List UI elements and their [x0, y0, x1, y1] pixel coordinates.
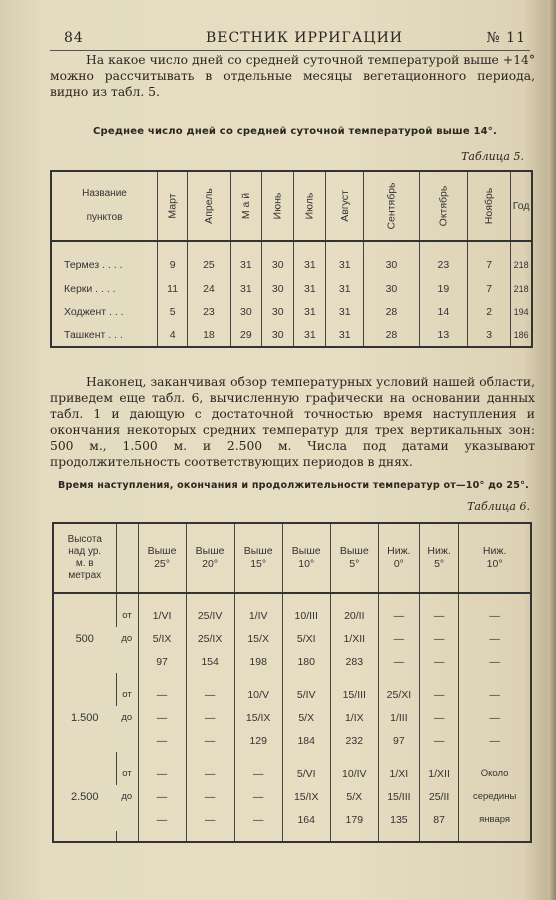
- station-name: Керки . . . .: [64, 282, 116, 295]
- row-label: до: [121, 712, 133, 723]
- table-cell: —: [459, 683, 531, 706]
- table-cell: 31: [294, 323, 326, 347]
- row-label: [116, 808, 138, 831]
- table-cell: 15/IX: [234, 706, 282, 729]
- station-name: Ташкент . . .: [64, 328, 123, 341]
- altitude-cell: 500: [75, 632, 94, 645]
- table-cell: 97: [378, 729, 419, 752]
- table-cell: 31: [230, 241, 262, 277]
- table-cell: 1/IV: [234, 604, 282, 627]
- table-cell: 28: [364, 323, 420, 347]
- table-cell: 97: [138, 650, 186, 673]
- table-cell: 164: [282, 808, 330, 831]
- table-cell: —: [138, 808, 186, 831]
- page-number: 84: [64, 30, 84, 46]
- table-cell: —: [419, 604, 458, 627]
- table-cell: 23: [188, 300, 230, 323]
- table-row: [53, 762, 531, 785]
- table5-col-header: Август: [326, 171, 364, 241]
- table6-header-row: [53, 523, 531, 593]
- table-cell: 10/V: [234, 683, 282, 706]
- table-cell: 11: [158, 277, 188, 300]
- table5: [50, 170, 533, 348]
- table-cell: 87: [419, 808, 458, 831]
- table-cell: 5/VI: [282, 762, 330, 785]
- table-row: [51, 241, 532, 277]
- table-cell: 15/IX: [282, 785, 330, 808]
- table-cell: 1/VI: [138, 604, 186, 627]
- table5-col-header: Апрель: [188, 171, 230, 241]
- table6-label: Таблица 6.: [467, 500, 530, 513]
- table5-col-header: Июль: [294, 171, 326, 241]
- table-row: [53, 604, 531, 627]
- table-row: [53, 683, 531, 706]
- table6-spacer: [53, 593, 531, 604]
- row-label: [116, 729, 138, 752]
- table-cell: 20/II: [330, 604, 378, 627]
- table-cell: 218: [511, 241, 532, 277]
- table-cell: 135: [378, 808, 419, 831]
- table5-caption: Среднее число дней со средней суточной температурой выше 14°.: [92, 126, 498, 137]
- table-cell: 19: [419, 277, 467, 300]
- table-cell: 186: [511, 323, 532, 347]
- row-label: [116, 650, 138, 673]
- table-cell: 218: [511, 277, 532, 300]
- table6-col-header: Выше 25°: [138, 523, 186, 593]
- table6-col-header: Выше 20°: [186, 523, 234, 593]
- table-cell: 25/XI: [378, 683, 419, 706]
- table6: [52, 522, 532, 843]
- table-cell: 31: [326, 300, 364, 323]
- altitude-cell: 2.500: [70, 790, 99, 803]
- table-cell: —: [186, 808, 234, 831]
- table-cell: —: [459, 627, 531, 650]
- table6-spacer: [53, 831, 531, 842]
- table-cell: —: [378, 627, 419, 650]
- intro-paragraph: На какое число дней со средней суточной температурой выше +14° можно рассчитывать в отдельные месяцы вегетационного периода, видно из табл. 5.: [50, 53, 535, 99]
- table-cell: —: [186, 762, 234, 785]
- table-cell: —: [186, 683, 234, 706]
- table5-col-header: Ноябрь: [468, 171, 511, 241]
- closing-paragraph: Наконец, заканчивая обзор температурных условий нашей области, приведем еще табл. 6, вычисленную графически на основании данных табл. 1 и дающую с достаточной точностью время наступления и окончания некоторых средних температур для трех вертикальных зон: 500 м., 1.500 м. и 2.500 м. Числа под датами указывают продолжительность соответствующих периодов в днях.: [50, 375, 535, 469]
- table-cell: 31: [294, 277, 326, 300]
- table-cell: 30: [262, 277, 294, 300]
- table-cell: —: [186, 785, 234, 808]
- table-cell: —: [138, 729, 186, 752]
- table-cell: —: [419, 729, 458, 752]
- table-cell: 129: [234, 729, 282, 752]
- table-cell: 283: [330, 650, 378, 673]
- table-cell: —: [378, 604, 419, 627]
- table-cell: 25/IV: [186, 604, 234, 627]
- table-cell: —: [138, 785, 186, 808]
- table-cell: 25/IX: [186, 627, 234, 650]
- page-edge-shadow: [548, 0, 556, 900]
- table-cell: 5/X: [330, 785, 378, 808]
- table-cell: —: [459, 650, 531, 673]
- table-cell: —: [419, 683, 458, 706]
- altitude-cell: 1.500: [70, 711, 99, 724]
- table-cell: 14: [419, 300, 467, 323]
- header-rule: [50, 50, 530, 51]
- row-label: от: [116, 762, 138, 785]
- table-cell: 7: [468, 277, 511, 300]
- table-cell: 3: [468, 323, 511, 347]
- table-cell: 31: [326, 323, 364, 347]
- table-cell: 1/XI: [378, 762, 419, 785]
- table-cell: Около: [459, 762, 531, 785]
- table6-label-header: [116, 523, 138, 593]
- table-cell: 31: [326, 277, 364, 300]
- station-name: Ходжент . . .: [64, 305, 124, 318]
- table-cell: 23: [419, 241, 467, 277]
- table-cell: —: [459, 729, 531, 752]
- row-label: до: [121, 791, 133, 802]
- table6-col-header: Выше 15°: [234, 523, 282, 593]
- table-cell: 10/III: [282, 604, 330, 627]
- table-cell: 184: [282, 729, 330, 752]
- table-cell: 30: [262, 241, 294, 277]
- table5-col-header: Сентябрь: [364, 171, 420, 241]
- table-cell: 30: [230, 300, 262, 323]
- table-cell: 179: [330, 808, 378, 831]
- table-cell: 13: [419, 323, 467, 347]
- table-cell: 194: [511, 300, 532, 323]
- table6-col-header: Выше 5°: [330, 523, 378, 593]
- table-row: [53, 650, 531, 673]
- table5-col-header: Июнь: [262, 171, 294, 241]
- table-cell: 9: [158, 241, 188, 277]
- table-cell: —: [419, 706, 458, 729]
- table6-altitude-header: Высота над ур. м. в метрах: [53, 523, 116, 593]
- table-row: [51, 323, 532, 347]
- row-label: от: [116, 604, 138, 627]
- table-cell: 5/X: [282, 706, 330, 729]
- table-cell: 1/XII: [419, 762, 458, 785]
- table-cell: 30: [364, 277, 420, 300]
- table-cell: января: [459, 808, 531, 831]
- table6-spacer: [53, 673, 531, 683]
- table-row: [53, 627, 531, 650]
- table-cell: 198: [234, 650, 282, 673]
- table5-col-header: М а й: [230, 171, 262, 241]
- table5-name-header: Название пунктов: [51, 171, 158, 241]
- table-cell: —: [378, 650, 419, 673]
- table-cell: 154: [186, 650, 234, 673]
- table6-col-header: Ниж. 10°: [459, 523, 531, 593]
- table-cell: 31: [294, 300, 326, 323]
- table-cell: 15/III: [330, 683, 378, 706]
- table5-header-row: [51, 171, 532, 241]
- table-cell: —: [234, 785, 282, 808]
- journal-title: ВЕСТНИК ИРРИГАЦИИ: [206, 30, 404, 46]
- table-cell: середины: [459, 785, 531, 808]
- table-cell: —: [419, 650, 458, 673]
- table-cell: 5: [158, 300, 188, 323]
- table-cell: 10/IV: [330, 762, 378, 785]
- table-cell: 25: [188, 241, 230, 277]
- table-cell: 1/III: [378, 706, 419, 729]
- table-row: [53, 706, 531, 729]
- table-row: [53, 808, 531, 831]
- table-cell: —: [419, 627, 458, 650]
- table-cell: —: [138, 706, 186, 729]
- table-cell: 18: [188, 323, 230, 347]
- table-row: [51, 300, 532, 323]
- table-cell: 28: [364, 300, 420, 323]
- table6-spacer: [53, 752, 531, 762]
- table-cell: 5/XI: [282, 627, 330, 650]
- table-cell: 24: [188, 277, 230, 300]
- station-name: Термез . . . .: [64, 258, 123, 271]
- running-header: [56, 30, 526, 50]
- table-cell: 25/II: [419, 785, 458, 808]
- table5-label: Таблица 5.: [461, 150, 524, 163]
- table5-col-header: Март: [158, 171, 188, 241]
- table-row: [53, 785, 531, 808]
- table-cell: 5/IX: [138, 627, 186, 650]
- table-cell: 31: [326, 241, 364, 277]
- table-cell: 15/III: [378, 785, 419, 808]
- table5-col-header: Октябрь: [419, 171, 467, 241]
- table6-col-header: Ниж. 0°: [378, 523, 419, 593]
- table-cell: —: [138, 762, 186, 785]
- table-cell: 1/IX: [330, 706, 378, 729]
- table-row: [51, 277, 532, 300]
- table-cell: 4: [158, 323, 188, 347]
- table-cell: 15/X: [234, 627, 282, 650]
- table-cell: —: [138, 683, 186, 706]
- issue-number: № 11: [486, 30, 526, 46]
- table-cell: 7: [468, 241, 511, 277]
- table-cell: —: [459, 706, 531, 729]
- table-row: [53, 729, 531, 752]
- table-cell: —: [186, 729, 234, 752]
- table-cell: 2: [468, 300, 511, 323]
- table-cell: 1/XII: [330, 627, 378, 650]
- row-label: от: [116, 683, 138, 706]
- table6-caption: Время наступления, окончания и продолжительности температур от—10° до 25°.: [58, 480, 529, 491]
- table-cell: —: [186, 706, 234, 729]
- table-cell: 31: [230, 277, 262, 300]
- table5-col-header-year: Год: [511, 171, 532, 241]
- table6-col-header: Выше 10°: [282, 523, 330, 593]
- table-cell: 5/IV: [282, 683, 330, 706]
- table-cell: 30: [262, 323, 294, 347]
- table-cell: 30: [262, 300, 294, 323]
- table-cell: 180: [282, 650, 330, 673]
- table6-col-header: Ниж. 5°: [419, 523, 458, 593]
- table-cell: 30: [364, 241, 420, 277]
- table-cell: 31: [294, 241, 326, 277]
- table-cell: 29: [230, 323, 262, 347]
- table-cell: —: [234, 808, 282, 831]
- row-label: до: [121, 633, 133, 644]
- table-cell: —: [459, 604, 531, 627]
- table-cell: 232: [330, 729, 378, 752]
- table-cell: —: [234, 762, 282, 785]
